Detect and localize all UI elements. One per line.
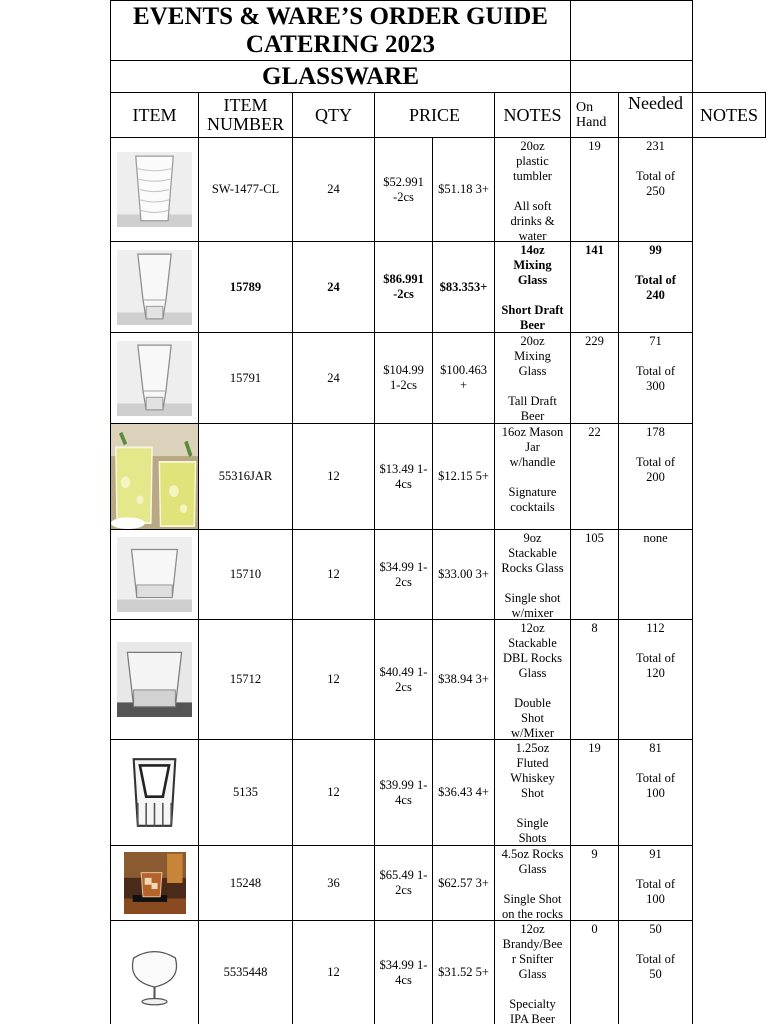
on-hand-value: 229 [585, 334, 604, 348]
notes-line: Single [516, 816, 549, 830]
item-number: 15248 [229, 875, 262, 890]
notes-line: plastic [516, 154, 549, 168]
price-tier-1-cell [374, 619, 433, 740]
price-tier-2: $36.43 4+ [438, 785, 489, 799]
notes-cell [494, 423, 571, 530]
needed-line: 100 [646, 786, 665, 800]
qty-value: 12 [327, 965, 340, 979]
notes-line: w/handle [509, 455, 556, 469]
price-tier-1: $40.49 1-2cs [379, 664, 428, 694]
item-number: 5135 [233, 785, 258, 799]
notes-cell [494, 137, 571, 242]
notes-cell [494, 920, 571, 1024]
qty-cell [292, 529, 375, 620]
on-hand-cell [570, 332, 619, 424]
notes-line: Shots [518, 831, 547, 845]
price-tier-2-cell [432, 920, 495, 1024]
price-tier-2: $62.57 3+ [438, 875, 489, 890]
qty-cell [292, 619, 375, 740]
on-hand-cell [570, 241, 619, 333]
price-tier-2: $51.18 3+ [438, 182, 489, 196]
notes-line: w/Mixer [510, 726, 555, 740]
notes-line: All soft [513, 199, 552, 213]
price-tier-2-cell [432, 137, 495, 242]
mason-jar-image [111, 424, 198, 529]
needed-cell [618, 241, 693, 333]
item-number-cell [198, 241, 293, 333]
header-item-number-label: ITEM NUMBER [207, 95, 285, 134]
notes-line: tumbler [513, 169, 552, 183]
header-notes-2-label: NOTES [700, 104, 758, 125]
header-price-label: PRICE [408, 104, 460, 125]
qty-cell [292, 241, 375, 333]
price-tier-1-cell [374, 332, 433, 424]
notes-line: Jar [525, 440, 540, 454]
price-tier-1-cell [374, 137, 433, 242]
needed-line: 250 [646, 184, 665, 198]
section-title-text: GLASSWARE [262, 62, 419, 90]
notes-line: Beer [520, 409, 545, 423]
rocks-glass-image [117, 537, 192, 612]
title-line-2: CATERING 2023 [245, 30, 436, 58]
notes-cell [494, 739, 571, 846]
notes-line: Shot [521, 786, 544, 800]
item-number-cell [198, 739, 293, 846]
notes-line: 12oz [520, 621, 545, 635]
needed-line: Total of [635, 455, 676, 469]
on-hand-cell [570, 739, 619, 846]
header-item-number [198, 92, 293, 138]
needed-line: 81 [649, 741, 662, 755]
item-number-cell [198, 423, 293, 530]
notes-line: Mixing [514, 349, 551, 363]
item-number: 55316JAR [218, 469, 273, 483]
needed-line: 120 [646, 666, 665, 680]
qty-cell [292, 137, 375, 242]
mixing-glass-image [117, 341, 192, 416]
notes-line: on the rocks [501, 907, 564, 921]
price-tier-1: $86.991 -2cs [383, 272, 424, 301]
qty-value: 24 [327, 182, 340, 196]
item-number: 15789 [229, 279, 262, 294]
qty-value: 24 [327, 279, 340, 294]
price-tier-2-cell [432, 529, 495, 620]
needed-line: 240 [646, 288, 665, 302]
needed-line: Total of [635, 273, 676, 287]
on-hand-cell [570, 845, 619, 921]
notes-line: Beer [520, 318, 545, 332]
price-tier-1: $65.49 1-2cs [379, 868, 428, 897]
price-tier-1: $34.99 1-4cs [379, 957, 428, 987]
qty-value: 36 [327, 875, 340, 890]
notes-line: Whiskey [510, 771, 555, 785]
notes-line: Fluted [516, 756, 549, 770]
snifter-glass-image [117, 935, 192, 1010]
price-tier-2-cell [432, 423, 495, 530]
price-tier-1: $52.991 -2cs [383, 174, 424, 204]
price-tier-1: $13.49 1-4cs [379, 461, 428, 491]
needed-line: Total of [635, 952, 676, 966]
notes-line: 16oz Mason [501, 425, 564, 439]
needed-cell [618, 423, 693, 530]
notes-line: 20oz [520, 334, 545, 348]
shot-glass-image [117, 755, 192, 830]
qty-cell [292, 423, 375, 530]
header-qty [292, 92, 375, 138]
qty-cell [292, 332, 375, 424]
header-on-hand [570, 92, 619, 138]
header-on-hand-label: On Hand [576, 100, 607, 130]
needed-cell [618, 739, 693, 846]
on-hand-value: 22 [588, 425, 601, 439]
item-number: 15791 [229, 370, 262, 385]
notes-line: 4.5oz Rocks [501, 847, 564, 861]
needed-cell [618, 920, 693, 1024]
header-qty-label: QTY [315, 104, 352, 125]
item-image-cell [110, 241, 199, 333]
on-hand-value: 0 [591, 922, 598, 936]
notes-line: Glass [518, 666, 547, 680]
title-line-1: EVENTS & WARE’S ORDER GUIDE [133, 2, 548, 30]
price-tier-2: $12.15 5+ [438, 469, 489, 483]
on-hand-value: 9 [591, 847, 598, 861]
needed-line: 91 [649, 847, 662, 861]
notes-line: Brandy/Bee [502, 937, 563, 951]
mixing-glass-image [117, 250, 192, 325]
notes-line: cocktails [510, 500, 555, 514]
section-right-cell [570, 60, 693, 93]
notes-line: Mixing [513, 258, 552, 272]
header-item [110, 92, 199, 138]
notes-line: Single Shot [503, 892, 562, 906]
needed-line: Total of [635, 651, 676, 665]
needed-line: 178 [646, 425, 665, 439]
notes-cell [494, 845, 571, 921]
item-number-cell [198, 529, 293, 620]
notes-line: r Snifter [511, 952, 554, 966]
needed-line: Total of [635, 364, 676, 378]
item-image-cell [110, 920, 199, 1024]
notes-line: Stackable [508, 546, 557, 560]
price-tier-1-cell [374, 739, 433, 846]
item-image-cell [110, 845, 199, 921]
price-tier-1-cell [374, 529, 433, 620]
notes-line: Glass [518, 967, 547, 981]
notes-cell [494, 529, 571, 620]
item-number-cell [198, 137, 293, 242]
price-tier-1: $39.99 1-4cs [379, 777, 428, 807]
needed-line: 200 [646, 470, 665, 484]
needed-line: 71 [649, 334, 662, 348]
item-number-cell [198, 619, 293, 740]
notes-line: drinks & [510, 214, 555, 228]
notes-line: Double [514, 696, 551, 710]
price-tier-2: $100.463 + [440, 363, 487, 392]
notes-line: Glass [518, 862, 547, 876]
notes-line: Rocks Glass [501, 561, 564, 575]
header-needed [618, 92, 693, 138]
notes-line: Single shot [504, 591, 561, 605]
needed-line: Total of [635, 877, 676, 891]
qty-value: 12 [327, 785, 340, 799]
notes-cell [494, 619, 571, 740]
on-hand-value: 141 [585, 243, 604, 257]
item-image-cell [110, 137, 199, 242]
price-tier-1: $34.99 1-2cs [379, 559, 428, 589]
notes-line: Specialty [509, 997, 556, 1011]
item-number-cell [198, 332, 293, 424]
header-price [374, 92, 495, 138]
notes-line: 14oz [520, 243, 545, 257]
needed-cell [618, 137, 693, 242]
needed-cell [618, 529, 693, 620]
on-hand-cell [570, 529, 619, 620]
needed-cell [618, 332, 693, 424]
needed-line: 50 [649, 922, 662, 936]
item-number: SW-1477-CL [211, 182, 280, 196]
on-hand-value: 19 [588, 741, 601, 755]
qty-value: 12 [327, 567, 340, 581]
on-hand-cell [570, 137, 619, 242]
qty-cell [292, 739, 375, 846]
needed-line: 112 [646, 621, 665, 635]
price-tier-1: $104.99 1-2cs [383, 363, 424, 392]
needed-line: 231 [646, 139, 665, 153]
notes-line: IPA Beer [509, 1012, 556, 1024]
notes-line: 20oz [520, 139, 545, 153]
on-hand-value: 19 [588, 139, 601, 153]
needed-cell [618, 845, 693, 921]
item-image-cell [110, 619, 199, 740]
notes-line: Stackable [508, 636, 557, 650]
notes-line: Short Draft [501, 303, 564, 317]
needed-line: Total of [635, 771, 676, 785]
on-hand-cell [570, 619, 619, 740]
rocks-drink-image [124, 852, 186, 914]
needed-line: none [643, 531, 668, 545]
header-notes [494, 92, 571, 138]
notes-line: Tall Draft [508, 394, 557, 408]
notes-cell [494, 332, 571, 424]
item-image-cell [110, 423, 199, 530]
needed-line: Total of [635, 169, 676, 183]
plastic-tumbler-image [117, 152, 192, 227]
notes-line: 1.25oz [515, 741, 550, 755]
on-hand-cell [570, 423, 619, 530]
needed-line: 99 [649, 243, 662, 257]
item-number: 15710 [229, 567, 262, 581]
price-tier-2-cell [432, 241, 495, 333]
needed-cell [618, 619, 693, 740]
price-tier-2-cell [432, 739, 495, 846]
price-tier-2-cell [432, 845, 495, 921]
price-tier-2: $33.00 3+ [438, 567, 489, 581]
notes-line: Shot [521, 711, 544, 725]
header-notes-2 [692, 92, 766, 138]
needed-line: 300 [646, 379, 665, 393]
on-hand-cell [570, 920, 619, 1024]
needed-line: 100 [646, 892, 665, 906]
document-title [110, 0, 571, 61]
notes-line: Signature [508, 485, 557, 499]
dbl-rocks-glass-image [117, 642, 192, 717]
price-tier-2: $83.353+ [439, 279, 488, 294]
qty-value: 24 [327, 370, 340, 385]
notes-line: water [518, 229, 547, 242]
on-hand-value: 8 [591, 621, 598, 635]
price-tier-1-cell [374, 423, 433, 530]
header-notes-label: NOTES [503, 104, 562, 125]
notes-line: Glass [518, 364, 547, 378]
notes-cell [494, 241, 571, 333]
qty-value: 12 [327, 469, 340, 483]
header-needed-label: Needed [628, 93, 683, 113]
price-tier-2: $31.52 5+ [438, 965, 489, 979]
price-tier-1-cell [374, 845, 433, 921]
price-tier-1-cell [374, 920, 433, 1024]
price-tier-2-cell [432, 332, 495, 424]
on-hand-value: 105 [585, 531, 604, 545]
price-tier-2-cell [432, 619, 495, 740]
qty-cell [292, 920, 375, 1024]
header-item-label: ITEM [132, 104, 177, 125]
item-image-cell [110, 739, 199, 846]
item-image-cell [110, 332, 199, 424]
qty-value: 12 [327, 672, 340, 686]
price-tier-2: $38.94 3+ [438, 672, 489, 686]
item-number-cell [198, 845, 293, 921]
title-right-cell [570, 0, 693, 61]
notes-line: Glass [517, 273, 548, 287]
qty-cell [292, 845, 375, 921]
notes-line: 12oz [520, 922, 545, 936]
item-number-cell [198, 920, 293, 1024]
item-image-cell [110, 529, 199, 620]
item-number: 5535448 [223, 965, 268, 979]
section-title [110, 60, 571, 93]
notes-line: w/mixer [511, 606, 554, 620]
notes-line: DBL Rocks [503, 651, 562, 665]
needed-line: 50 [649, 967, 662, 981]
price-tier-1-cell [374, 241, 433, 333]
notes-line: 9oz [523, 531, 542, 545]
item-number: 15712 [229, 672, 262, 686]
